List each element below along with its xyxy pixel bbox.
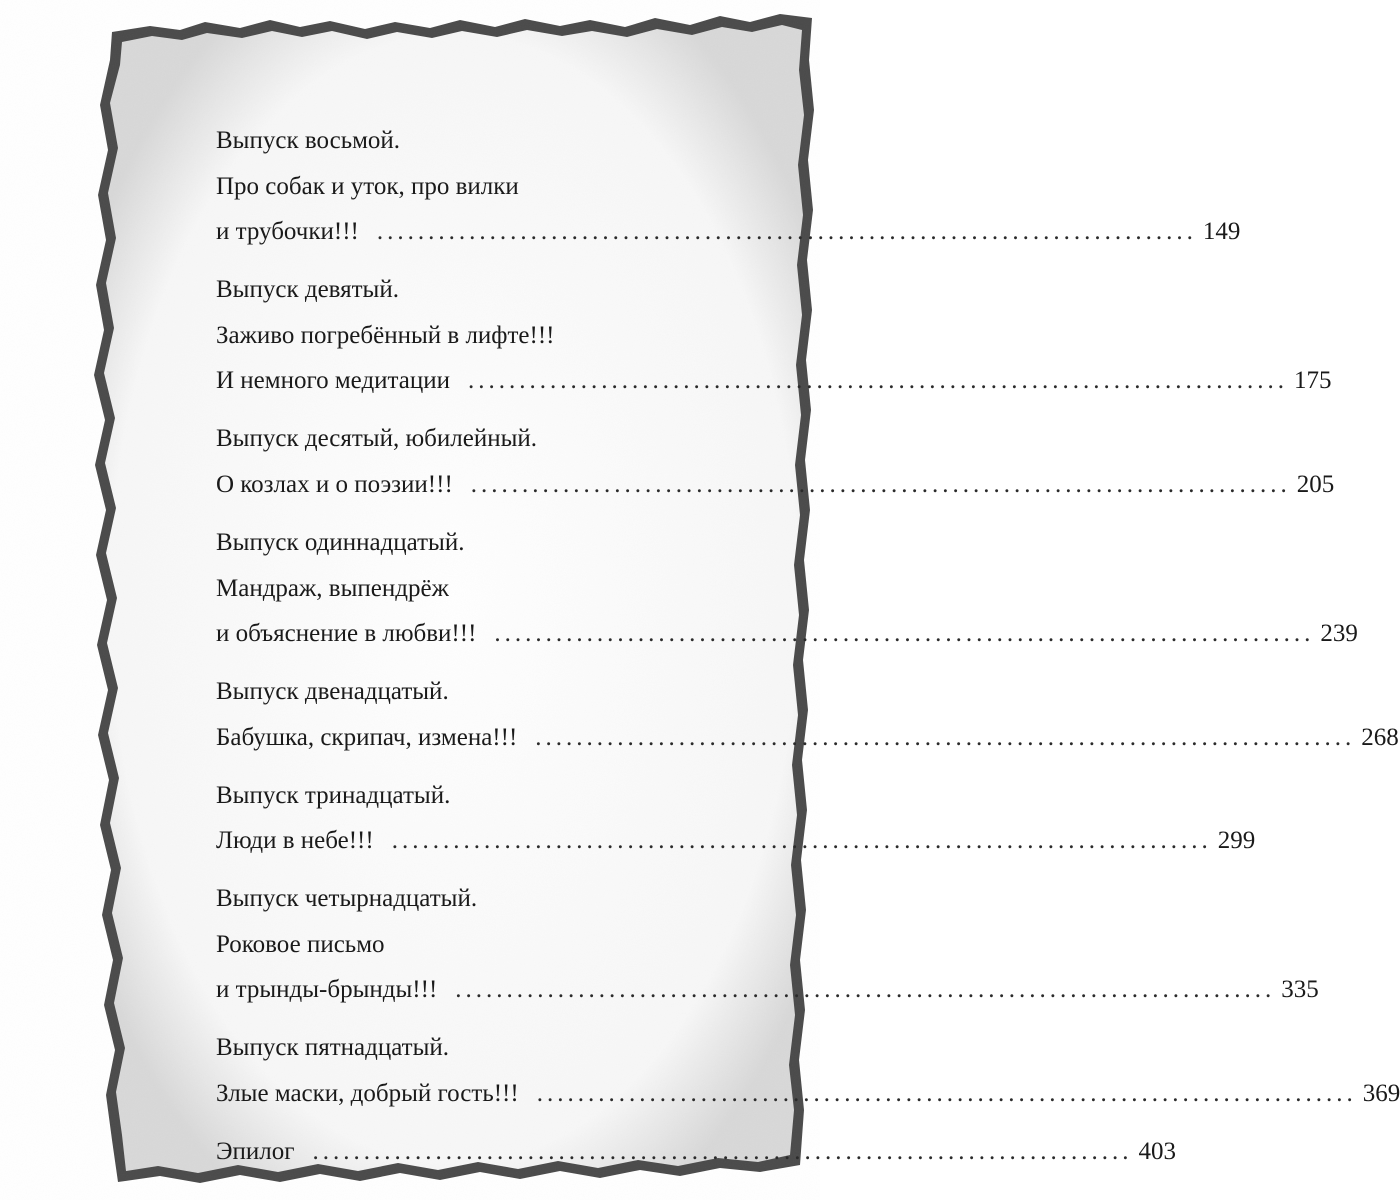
toc-entry-text: Роковое письмо <box>216 930 385 958</box>
toc-entry <box>216 520 1358 657</box>
toc-entry-title-line <box>216 118 712 164</box>
toc-entry-text: Бабушка, скрипач, измена!!! <box>216 723 518 751</box>
toc-entry-text: Выпуск одиннадцатый. <box>216 528 465 556</box>
toc-entry-title-line <box>216 566 712 612</box>
toc-page-number: 403 <box>1138 1138 1176 1165</box>
toc-entry <box>216 773 1256 864</box>
toc-page-number: 149 <box>1202 218 1241 246</box>
toc-page-number: 205 <box>1296 470 1335 498</box>
toc-entry-title-line <box>216 922 712 968</box>
toc-entry-text: Выпуск восьмой. <box>216 127 401 154</box>
toc-entry-title-line <box>216 876 712 922</box>
toc-entry-last-line <box>216 462 1335 508</box>
toc-page-number: 299 <box>1217 827 1256 855</box>
toc-entry-last-line <box>216 1129 1176 1175</box>
toc-entry-text: Выпуск тринадцатый. <box>216 781 451 809</box>
dot-leader: ................................................................................ <box>468 367 1289 395</box>
toc-page-number: 239 <box>1320 620 1358 648</box>
toc-entry-text: Мандраж, выпендрёж <box>216 574 449 602</box>
dot-leader: ................................................................................ <box>535 723 1356 751</box>
toc-entry-text: Эпилог <box>216 1138 295 1165</box>
toc-entry <box>216 1025 1400 1116</box>
toc-page-number: 175 <box>1294 367 1332 395</box>
toc-entry <box>216 1129 1176 1175</box>
toc-entry-text: Люди в небе!!! <box>216 827 374 855</box>
toc-entry-last-line <box>216 715 1399 761</box>
toc-page-number: 369 <box>1362 1080 1400 1108</box>
dot-leader: ................................................................................ <box>470 470 1291 498</box>
toc-entry <box>216 669 1399 760</box>
dot-leader: ................................................................................ <box>455 976 1276 1004</box>
entry-spacer <box>216 760 712 772</box>
toc-entry-title-line <box>216 416 712 462</box>
toc-entry-title-line <box>216 520 712 566</box>
toc-entry-last-line <box>216 818 1256 864</box>
toc-entry-text: и объяснение в любви!!! <box>216 620 477 648</box>
toc-entry-title-line <box>216 669 712 715</box>
toc-entry-title-line <box>216 1025 712 1071</box>
page-margin <box>820 0 900 1200</box>
toc-entry-text: Про собак и уток, про вилки <box>216 172 519 200</box>
dot-leader: ................................................................................ <box>312 1138 1133 1165</box>
toc-entry-last-line <box>216 358 1332 404</box>
entry-spacer <box>216 864 712 876</box>
toc-entry <box>216 416 1335 507</box>
toc-page-number: 268 <box>1361 723 1399 751</box>
entry-spacer <box>216 255 712 267</box>
toc-entry-text: Выпуск пятнадцатый. <box>216 1034 450 1062</box>
toc-entry-text: Выпуск четырнадцатый. <box>216 885 478 913</box>
entry-spacer <box>216 1117 712 1129</box>
table-of-contents <box>216 118 1400 1175</box>
entry-spacer <box>216 508 712 520</box>
dot-leader: ................................................................................ <box>376 218 1197 246</box>
toc-entry-text: Выпуск двенадцатый. <box>216 678 449 706</box>
toc-entry-text: Злые маски, добрый гость!!! <box>216 1080 519 1108</box>
entry-spacer <box>216 1013 712 1025</box>
toc-entry-text: Заживо погребённый в лифте!!! <box>216 321 555 349</box>
toc-page-number: 335 <box>1281 976 1319 1004</box>
toc-entry <box>216 876 1319 1013</box>
toc-entry-title-line <box>216 267 712 313</box>
toc-entry-text: О козлах и о поэзии!!! <box>216 470 453 498</box>
toc-entry-title-line <box>216 773 712 819</box>
dot-leader: ................................................................................ <box>391 827 1212 855</box>
toc-entry-last-line <box>216 209 1241 255</box>
toc-entry-last-line <box>216 967 1319 1013</box>
dot-leader: ................................................................................ <box>536 1080 1357 1108</box>
entry-spacer <box>216 657 712 669</box>
toc-entry <box>216 267 1332 404</box>
toc-entry-last-line <box>216 1071 1400 1117</box>
toc-entry-text: и трынды-брынды!!! <box>216 976 438 1004</box>
toc-entry-text: И немного медитации <box>216 367 451 395</box>
toc-entry-text: Выпуск девятый. <box>216 276 399 304</box>
toc-entry-text: Выпуск десятый, юбилейный. <box>216 425 538 453</box>
toc-entry-last-line <box>216 611 1358 657</box>
toc-entry <box>216 118 1241 255</box>
dot-leader: ................................................................................ <box>494 620 1315 648</box>
toc-entry-title-line <box>216 313 712 359</box>
toc-entry-text: и трубочки!!! <box>216 218 359 246</box>
toc-entry-title-line <box>216 164 712 210</box>
entry-spacer <box>216 404 712 416</box>
